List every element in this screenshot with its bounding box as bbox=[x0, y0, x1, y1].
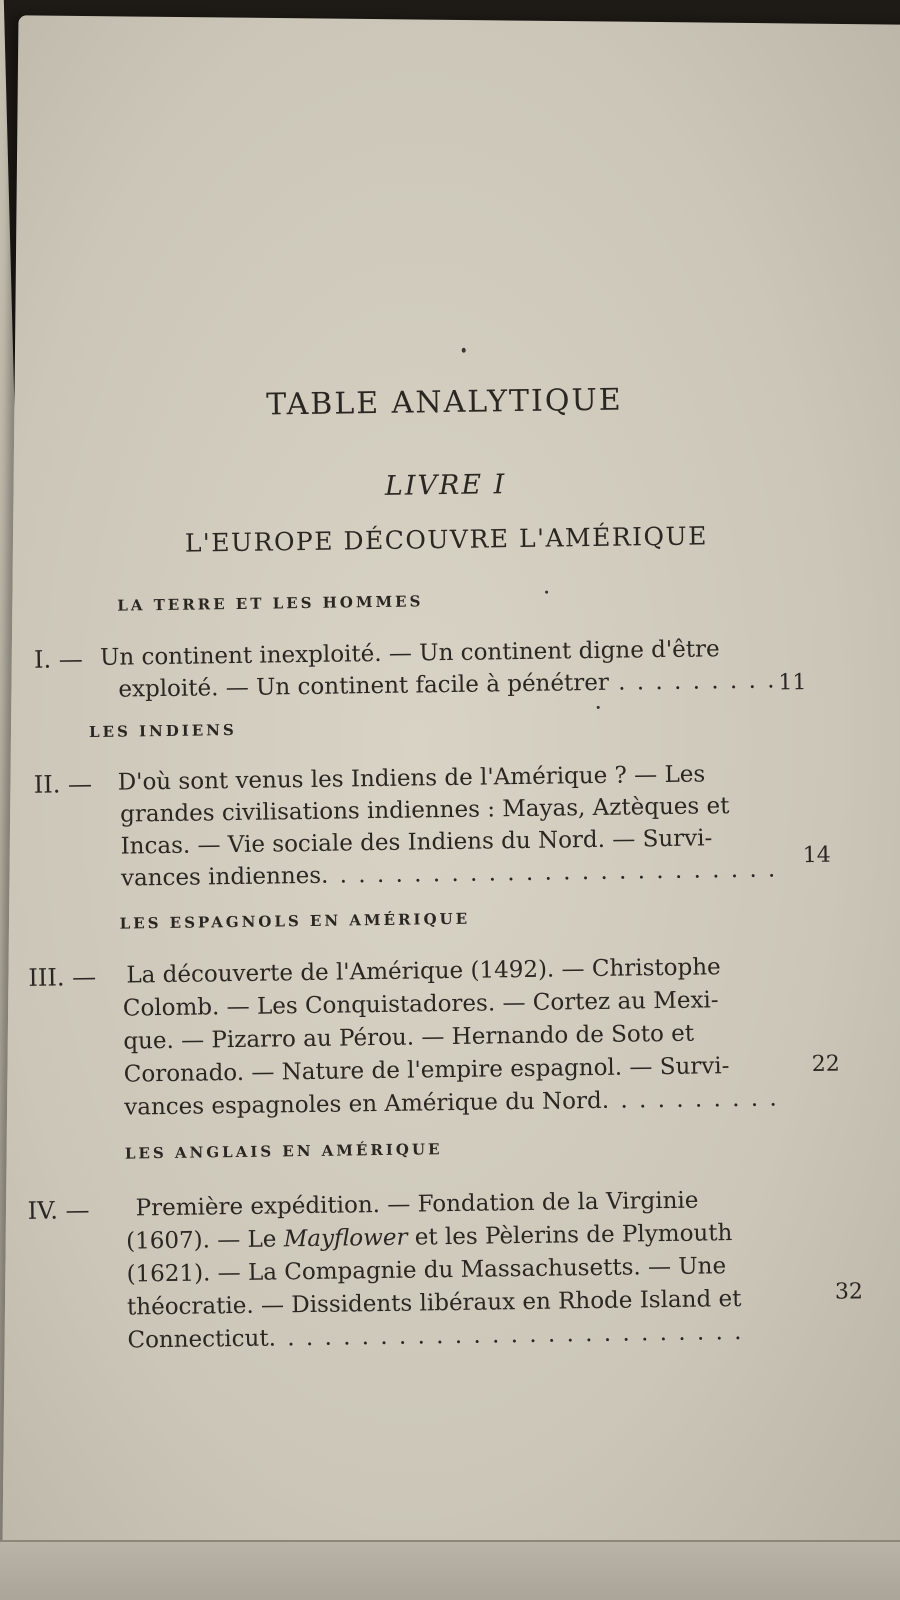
section-heading: LES ANGLAIS EN AMÉRIQUE bbox=[124, 1140, 443, 1163]
chapter-line: La découverte de l'Amérique (1492). — Christophe bbox=[126, 954, 721, 989]
chapter-line-last bbox=[124, 1085, 779, 1120]
chapter-line-text: exploité. — Un continent facile à pénétrer bbox=[118, 669, 610, 703]
chapter-line: (1621). — La Compagnie du Massachusetts. — Une bbox=[126, 1253, 727, 1288]
chapter-line: que. — Pizarro au Pérou. — Hernando de Soto et bbox=[123, 1020, 695, 1055]
chapter-line-mixed bbox=[126, 1220, 733, 1254]
paper-speck bbox=[462, 348, 466, 353]
part-title: L'EUROPE DÉCOUVRE L'AMÉRIQUE bbox=[184, 521, 709, 558]
chapter-number: III. — bbox=[28, 962, 97, 992]
chapter-line: Un continent inexploité. — Un continent digne d'être bbox=[99, 636, 720, 671]
chapter-number: II. — bbox=[33, 769, 93, 799]
page-number: 14 bbox=[802, 842, 831, 869]
dot-leader: . . . . . . . . . bbox=[608, 667, 777, 696]
section-heading: LA TERRE ET LES HOMMES bbox=[117, 592, 424, 615]
chapter-line-last bbox=[118, 667, 776, 702]
chapter-line: Première expédition. — Fondation de la Virginie bbox=[135, 1187, 699, 1222]
page-number: 22 bbox=[811, 1051, 840, 1077]
paper-speck bbox=[545, 591, 548, 594]
ship-name: Mayflower bbox=[283, 1224, 408, 1253]
chapter-line: Incas. — Vie sociale des Indiens du Nord. — Survi- bbox=[120, 825, 713, 860]
dot-leader: . . . . . . . . . . bbox=[601, 1085, 779, 1114]
chapter-line-text: (1607). — Le bbox=[125, 1226, 277, 1255]
chapter-line: D'où sont venus les Indiens de l'Amérique ? — Les bbox=[117, 761, 706, 796]
chapter-line: grandes civilisations indiennes : Mayas, Aztèques et bbox=[119, 793, 730, 828]
chapter-line-last bbox=[121, 856, 778, 891]
paper-speck bbox=[597, 706, 600, 709]
dot-leader: . . . . . . . . . . . . . . . . . . . . . . . . . bbox=[320, 856, 778, 889]
chapter-line-text: vances espagnoles en Amérique du Nord bbox=[124, 1087, 602, 1121]
page-number: 11 bbox=[778, 670, 807, 696]
book-part-label: LIVRE I bbox=[384, 469, 507, 502]
chapter-line-text: vances indiennes bbox=[120, 862, 322, 892]
chapter-number: I. — bbox=[33, 645, 83, 674]
dot-leader: . . . . . . . . . . . . . . . . . . . . . . . . . . bbox=[268, 1318, 744, 1352]
chapter-line-text: et les Pèlerins de Plymouth bbox=[414, 1220, 733, 1251]
section-heading: LES ESPAGNOLS EN AMÉRIQUE bbox=[119, 909, 471, 933]
page-bottom-edge bbox=[0, 1540, 900, 1600]
chapter-line: Coronado. — Nature de l'empire espagnol. — Survi- bbox=[123, 1053, 730, 1088]
chapter-line-text: Connecticut bbox=[127, 1325, 269, 1354]
section-heading: LES INDIENS bbox=[88, 720, 237, 742]
page-number: 32 bbox=[834, 1279, 864, 1305]
chapter-number: IV. — bbox=[27, 1196, 90, 1225]
chapter-line-last bbox=[127, 1319, 743, 1354]
chapter-line: Colomb. — Les Conquistadores. — Cortez au Mexi- bbox=[122, 987, 719, 1022]
chapter-line: théocratie. — Dissidents libéraux en Rhode Island et bbox=[126, 1285, 742, 1321]
page-title: TABLE ANALYTIQUE bbox=[265, 382, 623, 423]
